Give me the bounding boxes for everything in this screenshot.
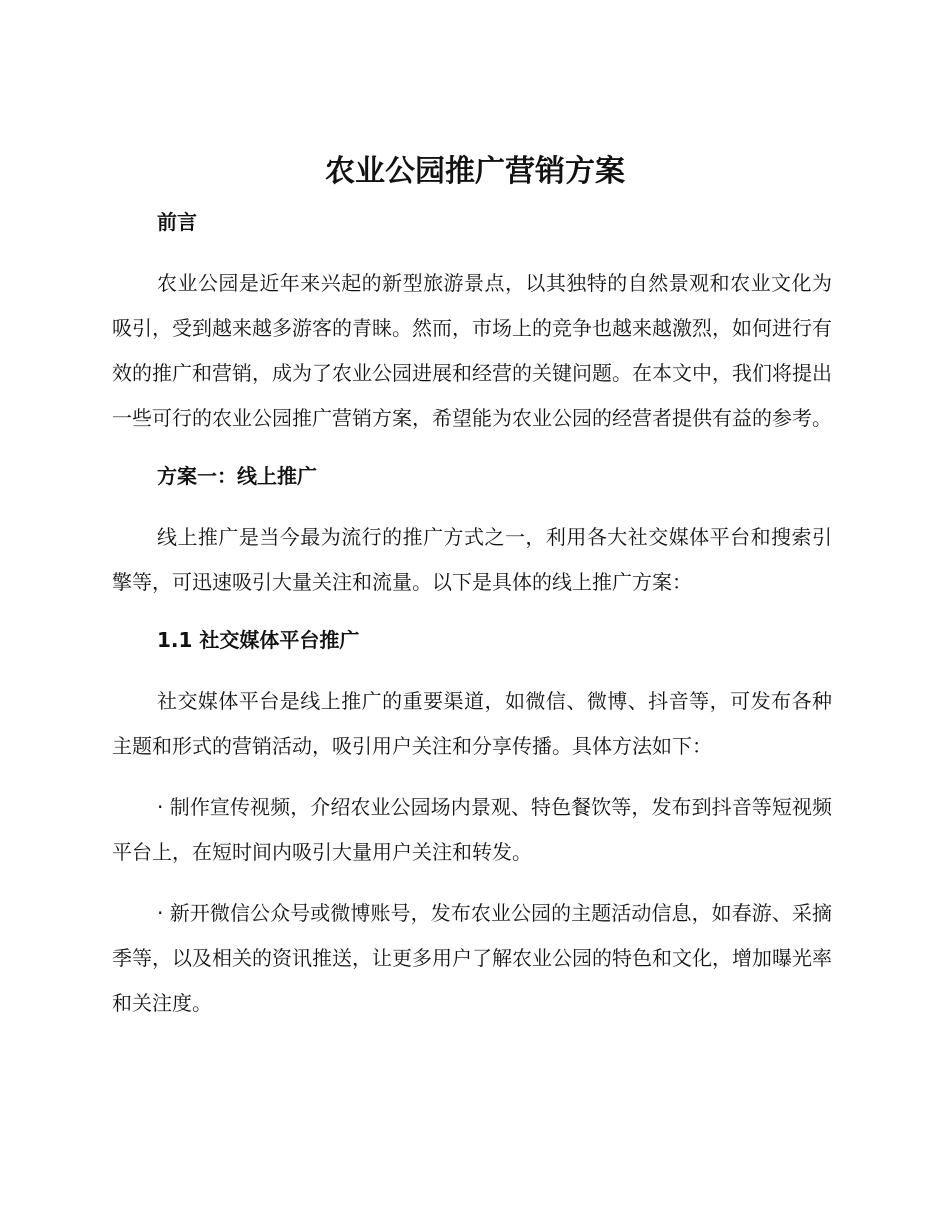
paragraph-online-promotion: 线上推广是当今最为流行的推广方式之一，利用各大社交媒体平台和搜索引擎等，可迅速吸引大量关注和流量。以下是具体的线上推广方案： <box>112 525 832 594</box>
paragraph-social-media: 社交媒体平台是线上推广的重要渠道，如微信、微博、抖音等，可发布各种主题和形式的营销活动，吸引用户关注和分享传播。具体方法如下： <box>112 689 832 758</box>
bullet-item-video: · 制作宣传视频，介绍农业公园场内景观、特色餐饮等，发布到抖音等短视频平台上，在短时间内吸引大量用户关注和转发。 <box>112 795 832 864</box>
document-title: 农业公园推广营销方案 <box>325 154 625 189</box>
spacer <box>112 659 832 679</box>
spacer <box>112 875 832 891</box>
paragraph-preface: 农业公园是近年来兴起的新型旅游景点，以其独特的自然景观和农业文化为吸引，受到越来越多游客的青睐。然而，市场上的竞争也越来越激烈，如何进行有效的推广和营销，成为了农业公园进展和经营的关键问题。在本文中，我们将提出一些可行的农业公园推广营销方案，希望能为农业公园的经营者提供有益的参考。 <box>112 271 832 430</box>
spacer <box>112 441 832 457</box>
document-body <box>112 203 832 1026</box>
spacer <box>112 769 832 785</box>
section-heading-preface: 前言 <box>157 210 197 234</box>
bullet-item-wechat-weibo: · 新开微信公众号或微博账号，发布农业公园的主题活动信息，如春游、采摘季等，以及相关的资讯推送，让更多用户了解农业公园的特色和文化，增加曝光率和关注度。 <box>112 901 832 1015</box>
subsection-heading-social-media: 1.1 社交媒体平台推广 <box>157 628 360 652</box>
spacer <box>112 241 832 261</box>
spacer <box>112 495 832 515</box>
spacer <box>112 605 832 621</box>
section-heading-online-promotion: 方案一：线上推广 <box>157 464 317 488</box>
